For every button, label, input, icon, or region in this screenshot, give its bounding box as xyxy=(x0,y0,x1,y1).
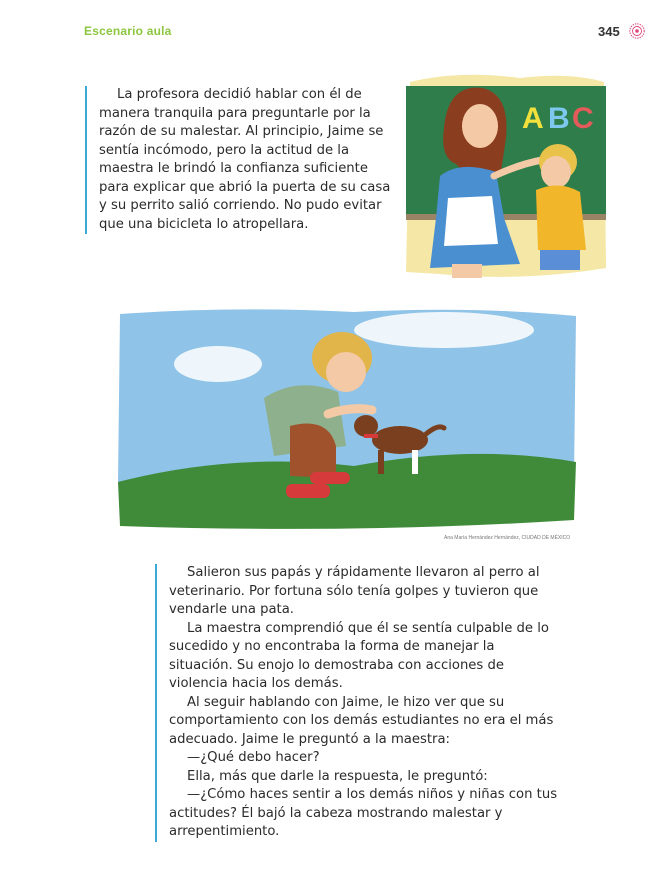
dog-bandaged-leg xyxy=(412,450,418,474)
teacher-legs xyxy=(452,264,482,278)
boy-face xyxy=(326,352,366,392)
paragraph: Al seguir hablando con Jaime, le hizo ver que su comportamiento con los demás estudiantes no era el más adecuado. Jaime le preguntó a la maestra: xyxy=(169,694,554,747)
dialogue-line: —¿Cómo haces sentir a los demás niños y niñas con tus actitudes? Él bajó la cabeza mostrando malestar y arrepentimiento. xyxy=(169,787,558,839)
boy-arm xyxy=(328,409,372,414)
paragraph: Salieron sus papás y rápidamente llevaron al perro al veterinario. Por fortuna sólo tenía golpes y tuvieron que vendarle una pata. xyxy=(169,565,540,617)
dog-body xyxy=(372,426,428,454)
illustration-credit: Ana María Hernández Hernández, CIUDAD DE MÉXICO xyxy=(444,535,571,541)
dog-head xyxy=(354,415,378,437)
boy-with-dog-illustration xyxy=(114,306,578,534)
paragraph: Ella, más que darle la respuesta, le preguntó: xyxy=(187,768,488,784)
dog-collar xyxy=(364,434,378,438)
boy-shoe xyxy=(286,484,330,498)
section-title: Escenario aula xyxy=(84,24,172,38)
board-letter-b: B xyxy=(548,102,570,135)
boy-face xyxy=(541,156,571,188)
teacher-apron xyxy=(444,196,498,246)
cloud xyxy=(174,346,262,382)
board-letter-a: A xyxy=(522,102,544,135)
flower-ornament-icon xyxy=(628,22,646,40)
boy-shorts xyxy=(540,250,580,270)
boy-sweater xyxy=(536,185,586,250)
text-block-2 xyxy=(155,564,559,842)
board-letter-c: C xyxy=(572,102,594,135)
cloud xyxy=(354,312,534,348)
teacher-face xyxy=(462,104,498,148)
dialogue-line: —¿Qué debo hacer? xyxy=(187,750,320,765)
text-block-1 xyxy=(85,86,399,234)
paragraph: La maestra comprendió que él se sentía culpable de lo sucedido y no encontraba la forma de manejar la situación. Su enojo lo demostraba con acciones de violencia hacia los demás. xyxy=(169,620,549,691)
page-number: 345 xyxy=(598,24,620,39)
paragraph: La profesora decidió hablar con él de manera tranquila para preguntarle por la razón de su malestar. Al principio, Jaime se sentía incómodo, pero la actitud de la maestra le brindó la confianza suficiente para explicar que abrió la puerta de su casa y su perrito salió corriendo. No pudo evitar que una bicicleta lo atropellara. xyxy=(99,87,391,232)
boy-shoe xyxy=(310,472,350,484)
dog-leg xyxy=(378,450,384,474)
teacher-classroom-illustration xyxy=(400,68,608,282)
